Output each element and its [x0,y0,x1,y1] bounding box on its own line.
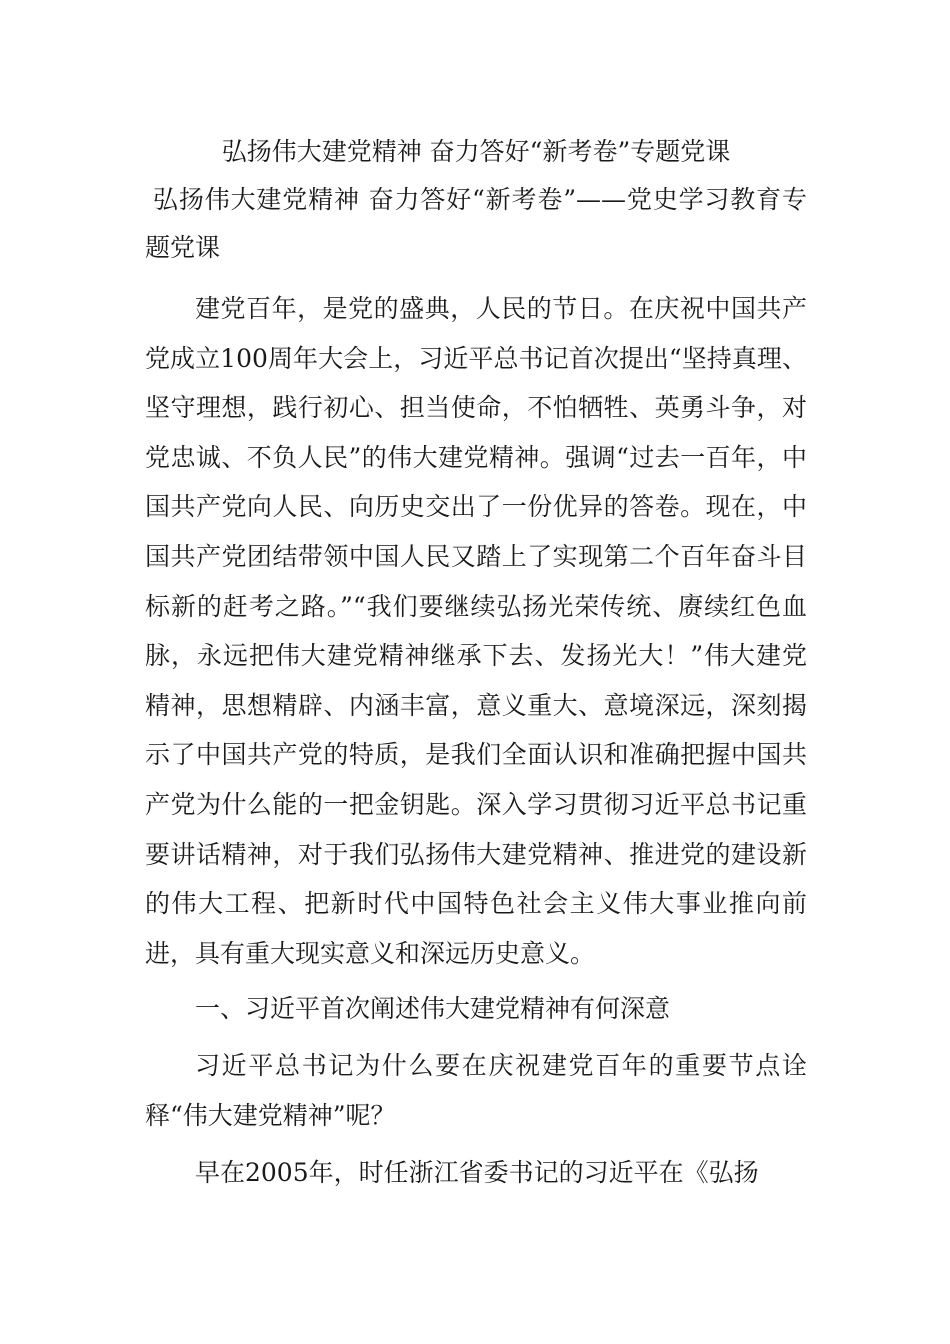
history-paragraph: 早在2005年，时任浙江省委书记的习近平在《弘扬 [195,1158,759,1188]
intro-paragraph: 建党百年，是党的盛典，人民的节日。在庆祝中国共产党成立100周年大会上，习近平总书记首次提出“坚持真理、坚守理想，践行初心、担当使命，不怕牺牲、英勇斗争，对党忠诚、不负人民”的伟大建党精神。强调“过去一百年，中国共产党向人民、向历史交出了一份优异的答卷。现在，中国共产党团结带领中国人民又踏上了实现第二个百年奋斗目标新的赶考之路。”“我们要继续弘扬光荣传统、赓续红色血脉，永远把伟大建党精神继承下去、发扬光大！”伟大建党精神，思想精辟、内涵丰富，意义重大、意境深远，深刻揭示了中国共产党的特质，是我们全面认识和准确把握中国共产党为什么能的一把金钥匙。深入学习贯彻习近平总书记重要讲话精神，对于我们弘扬伟大建党精神、推进党的建设新的伟大工程、把新时代中国特色社会主义伟大事业推向前进，具有重大现实意义和深远历史意义。 [145,294,807,968]
section-heading: 一、习近平首次阐述伟大建党精神有何深意 [195,994,671,1024]
document-subtitle: 弘扬伟大建党精神 奋力答好“新考卷”——党史学习教育专题党课 [145,185,807,262]
document-body [145,128,807,1198]
question-paragraph: 习近平总书记为什么要在庆祝建党百年的重要节点诠释“伟大建党精神”呢？ [145,1050,807,1130]
document-title: 弘扬伟大建党精神 奋力答好“新考卷”专题党课 [221,137,731,166]
